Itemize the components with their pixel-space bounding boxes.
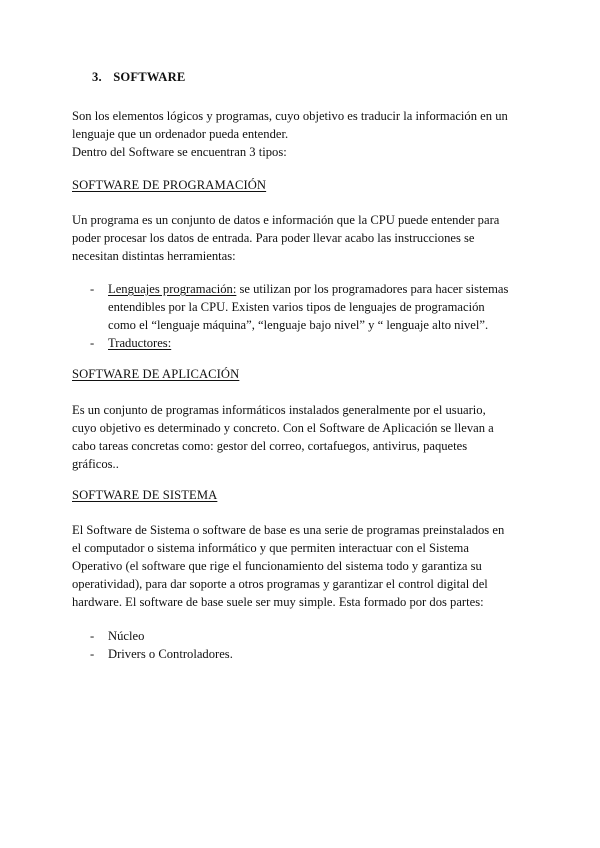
- list-text: como el “lenguaje máquina”, “lenguaje bajo nivel” y “ lenguaje alto nivel”.: [108, 318, 489, 332]
- aplicacion-line: Es un conjunto de programas informáticos instalados generalmente por el usuario,: [72, 403, 486, 417]
- list-text: Núcleo: [108, 629, 145, 643]
- list-term: Lenguajes programación:: [108, 282, 237, 296]
- aplicacion-title: SOFTWARE DE APLICACIÓN: [72, 367, 240, 381]
- list-term: Traductores:: [108, 336, 172, 350]
- sistema-paragraph: [72, 521, 528, 611]
- sistema-title: SOFTWARE DE SISTEMA: [72, 488, 218, 502]
- sistema-list: [90, 627, 530, 663]
- aplicacion-line: cuyo objetivo es determinado y concreto. Con el Software de Aplicación se llevan a: [72, 421, 494, 435]
- list-text: entendibles por la CPU. Existen varios tipos de lenguajes de programación: [108, 300, 485, 314]
- list-item: [90, 334, 530, 352]
- programacion-paragraph: [72, 211, 528, 265]
- list-text: se utilizan por los programadores para hacer sistemas: [236, 282, 509, 296]
- aplicacion-paragraph: [72, 401, 528, 473]
- intro-paragraph: [72, 107, 528, 161]
- list-item: [90, 280, 530, 334]
- section-heading: [92, 70, 186, 85]
- programacion-line: poder procesar los datos de entrada. Para poder llevar acabo las instrucciones se: [72, 231, 475, 245]
- list-dash: -: [90, 282, 95, 296]
- list-item: [90, 627, 530, 645]
- heading-number: 3.: [92, 70, 102, 84]
- sistema-line: hardware. El software de base suele ser muy simple. Esta formado por dos partes:: [72, 595, 484, 609]
- heading-title: SOFTWARE: [113, 70, 186, 84]
- aplicacion-line: gráficos..: [72, 457, 119, 471]
- list-dash: -: [90, 336, 95, 350]
- list-text: Drivers o Controladores.: [108, 647, 233, 661]
- programacion-title: SOFTWARE DE PROGRAMACIÓN: [72, 178, 267, 192]
- sistema-line: operatividad), para dar soporte a otros programas y garantizar el control digital del: [72, 577, 488, 591]
- list-dash: -: [90, 647, 95, 661]
- list-item: [90, 645, 530, 663]
- aplicacion-line: cabo tareas concretas como: gestor del correo, cortafuegos, antivirus, paquetes: [72, 439, 468, 453]
- list-dash: -: [90, 629, 95, 643]
- sistema-line: el computador o sistema informático y que permiten interactuar con el Sistema: [72, 541, 469, 555]
- sistema-line: Operativo (el software que rige el funcionamiento del sistema todo y garantiza su: [72, 559, 482, 573]
- programacion-list: [90, 280, 530, 352]
- sistema-line: El Software de Sistema o software de base es una serie de programas preinstalados en: [72, 523, 505, 537]
- intro-line: lenguaje que un ordenador pueda entender.: [72, 127, 289, 141]
- programacion-line: necesitan distintas herramientas:: [72, 249, 236, 263]
- intro-line: Dentro del Software se encuentran 3 tipos:: [72, 145, 287, 159]
- programacion-line: Un programa es un conjunto de datos e información que la CPU puede entender para: [72, 213, 500, 227]
- intro-line: Son los elementos lógicos y programas, cuyo objetivo es traducir la información en un: [72, 109, 508, 123]
